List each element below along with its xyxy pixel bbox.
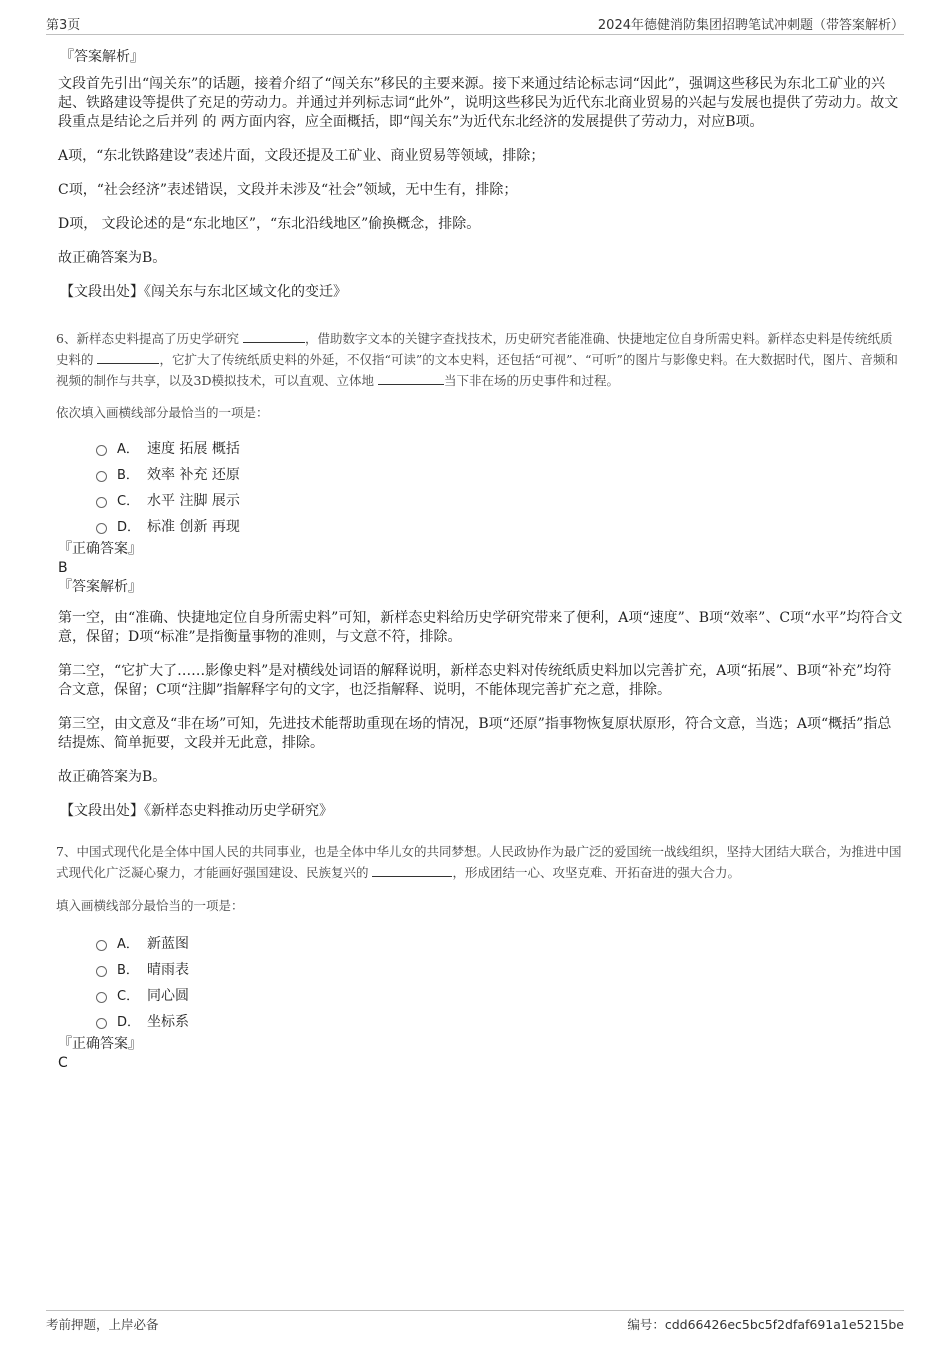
source-citation: 【文段出处】《新样态史料推动历史学研究》 [60, 803, 333, 819]
analysis-paragraph: 第二空，“它扩大了……影像史料”是对横线处词语的解释说明，新样态史料对传统纸质史料加以完善扩充，A项“拓展”、B项“补充”均符合文意，保留；C项“注脚”指解释字句的文字，也泛指解释、说明，不能体现完善扩充之意，排除。 [58, 663, 892, 698]
question-7-text: 7、中国式现代化是全体中国人民的共同事业，也是全体中华儿女的共同梦想。人民政协作为最广泛的爱国统一战线组织，坚持大团结大联合，为推进中国式现代化广泛凝心聚力，才能画好强国建设、民族复兴的 ，形成团结一心、攻坚克难、开拓奋进的强大合力。 [56, 844, 902, 880]
correct-answer-label: 『正确答案』 [58, 1036, 142, 1052]
analysis-paragraph: C项，“社会经济”表述错误，文段并未涉及“社会”领域，无中生有，排除； [58, 182, 518, 198]
answer-conclusion: 故正确答案为B。 [58, 769, 167, 785]
option-d[interactable]: D． 标准 创新 再现 [96, 514, 904, 540]
fill-blank [378, 370, 444, 385]
analysis-paragraph: 第三空，由文意及“非在场”可知，先进技术能帮助重现在场的情况，B项“还原”指事物恢复原状原形，符合文意，当选；A项“概括”指总结提炼、简单扼要，文段并无此意，排除。 [58, 716, 892, 751]
page-footer [46, 1310, 904, 1333]
option-b[interactable]: B． 晴雨表 [96, 957, 904, 983]
correct-answer-label: 『正确答案』 [58, 541, 142, 557]
page-header [46, 12, 904, 35]
source-citation: 【文段出处】《闯关东与东北区域文化的变迁》 [60, 284, 347, 300]
analysis-paragraph: 第一空，由“准确、快捷地定位自身所需史料”可知，新样态史料给历史学研究带来了便利，A项“速度”、B项“效率”、C项“水平”均符合文意，保留；D项“标准”是指衡量事物的准则，与文意不符，排除。 [58, 610, 903, 645]
option-c[interactable]: C． 同心圆 [96, 983, 904, 1009]
correct-answer-value: B [58, 560, 68, 576]
document-code: 编号：cdd66426ec5bc5f2dfaf691a1e5215be [627, 1317, 904, 1332]
radio-button[interactable] [96, 497, 107, 508]
radio-button[interactable] [96, 1018, 107, 1029]
option-a[interactable]: A． 新蓝图 [96, 931, 904, 957]
question-6-options [96, 436, 904, 540]
fill-blank [243, 328, 305, 343]
radio-button[interactable] [96, 940, 107, 951]
option-a[interactable]: A． 速度 拓展 概括 [96, 436, 904, 462]
question-instruction: 填入画横线部分最恰当的一项是： [56, 898, 244, 913]
radio-button[interactable] [96, 992, 107, 1003]
footer-slogan: 考前押题，上岸必备 [46, 1317, 159, 1332]
fill-blank [372, 862, 452, 877]
correct-answer-value: C [58, 1055, 68, 1071]
option-c[interactable]: C． 水平 注脚 展示 [96, 488, 904, 514]
analysis-paragraph: A项，“东北铁路建设”表述片面，文段还提及工矿业、商业贸易等领域，排除； [58, 148, 545, 164]
radio-button[interactable] [96, 966, 107, 977]
radio-button[interactable] [96, 471, 107, 482]
fill-blank [97, 349, 159, 364]
option-b[interactable]: B． 效率 补充 还原 [96, 462, 904, 488]
analysis-paragraph: 文段首先引出“闯关东”的话题，接着介绍了“闯关东”移民的主要来源。接下来通过结论标志词“因此”，强调这些移民为东北工矿业的兴起、铁路建设等提供了充足的劳动力。并通过并列标志词“此外”，说明这些移民为近代东北商业贸易的兴起与发展也提供了劳动力。故文段重点是结论之后并列 的 两方面内容，应全面概括，即“闯关东”为近代东北经济的发展提供了劳动力，对应B项。 [58, 76, 899, 130]
radio-button[interactable] [96, 523, 107, 534]
analysis-heading: 『答案解析』 [58, 579, 142, 595]
page-number: 第3页 [46, 18, 81, 33]
question-instruction: 依次填入画横线部分最恰当的一项是： [56, 405, 269, 420]
option-d[interactable]: D． 坐标系 [96, 1009, 904, 1035]
document-title: 2024年德健消防集团招聘笔试冲刺题（带答案解析） [597, 18, 904, 33]
answer-conclusion: 故正确答案为B。 [58, 250, 167, 266]
analysis-paragraph: D项， 文段论述的是“东北地区”，“东北沿线地区”偷换概念，排除。 [58, 216, 481, 232]
radio-button[interactable] [96, 445, 107, 456]
page-content [56, 36, 904, 1073]
question-7-options [96, 931, 904, 1035]
question-6-text: 6、新样态史料提高了历史学研究 ，借助数字文本的关键字查找技术，历史研究者能准确、快捷地定位自身所需史料。新样态史料是传统纸质史料的 ，它扩大了传统纸质史料的外延，不仅指“可读”的文本史料，还包括“可视”、“可听”的图片与影像史料。在大数据时代，图片、音频和视频的制作与共享，以及3D模拟技术，可以直观、立体地 当下非在场的历史事件和过程。 [56, 328, 904, 391]
analysis-heading: 『答案解析』 [60, 49, 144, 65]
